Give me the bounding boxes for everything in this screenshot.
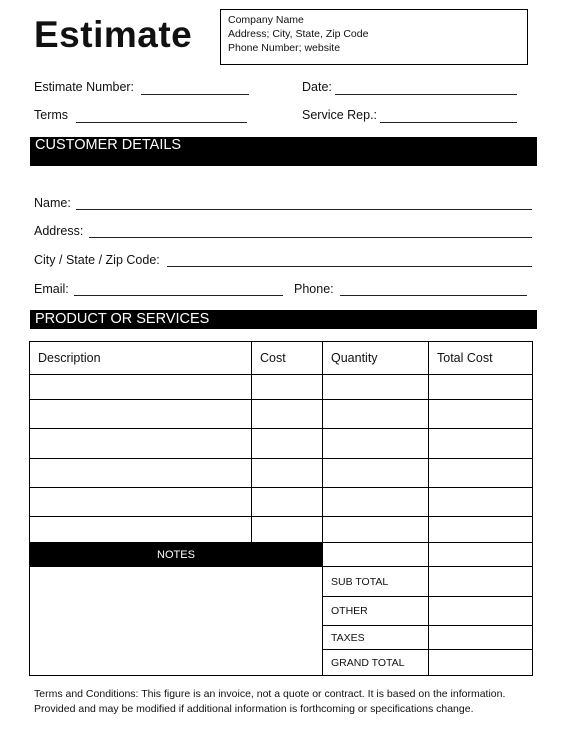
description-cell[interactable] xyxy=(30,375,252,400)
terms-and-conditions xyxy=(34,687,534,717)
document-title: Estimate xyxy=(34,14,193,55)
column-header: Description xyxy=(30,342,252,375)
quantity-cell[interactable] xyxy=(323,517,429,543)
notes-area[interactable] xyxy=(30,567,323,676)
quantity-cell[interactable] xyxy=(323,375,429,400)
summary-spacer-cell xyxy=(323,543,429,567)
customer-details-banner: CUSTOMER DETAILS xyxy=(30,137,537,166)
terms-line-1: Terms and Conditions: This figure is an invoice, not a quote or contract. It is based on the information. xyxy=(34,688,506,700)
description-cell[interactable] xyxy=(30,488,252,517)
estimate-number-field[interactable] xyxy=(141,94,249,95)
service-rep-label: Service Rep.: xyxy=(302,108,378,122)
other-value[interactable] xyxy=(429,597,533,626)
name-field[interactable] xyxy=(76,209,532,210)
grand-total-value[interactable] xyxy=(429,650,533,676)
cost-cell[interactable] xyxy=(252,400,323,429)
taxes-label: TAXES xyxy=(323,626,429,650)
table-row[interactable] xyxy=(30,400,533,429)
address-label: Address: xyxy=(34,224,84,238)
total-cost-cell[interactable] xyxy=(429,400,533,429)
grand-total-label: GRAND TOTAL xyxy=(323,650,429,676)
notes-header: NOTES xyxy=(30,543,323,567)
items-table xyxy=(29,341,533,676)
summary-spacer-value xyxy=(429,543,533,567)
service-rep-field[interactable] xyxy=(380,122,517,123)
phone-label: Phone: xyxy=(294,282,334,296)
cost-cell[interactable] xyxy=(252,429,323,459)
total-cost-cell[interactable] xyxy=(429,517,533,543)
subtotal-value[interactable] xyxy=(429,567,533,597)
products-banner: PRODUCT OR SERVICES xyxy=(30,310,537,329)
cost-cell[interactable] xyxy=(252,375,323,400)
company-address: Address; City, State, Zip Code xyxy=(228,28,369,40)
table-row[interactable] xyxy=(30,429,533,459)
city-state-zip-label: City / State / Zip Code: xyxy=(34,253,160,267)
date-field[interactable] xyxy=(335,94,517,95)
total-cost-cell[interactable] xyxy=(429,459,533,488)
table-row[interactable] xyxy=(30,375,533,400)
estimate-number-label: Estimate Number: xyxy=(34,80,135,94)
table-row[interactable] xyxy=(30,517,533,543)
description-cell[interactable] xyxy=(30,459,252,488)
cost-cell[interactable] xyxy=(252,517,323,543)
taxes-value[interactable] xyxy=(429,626,533,650)
table-header-row xyxy=(30,342,533,375)
address-field[interactable] xyxy=(89,237,532,238)
terms-line-2: Provided and may be modified if additional information is forthcoming or specifications change. xyxy=(34,703,474,715)
column-header: Cost xyxy=(252,342,323,375)
total-cost-cell[interactable] xyxy=(429,429,533,459)
company-info-box xyxy=(220,9,528,65)
subtotal-label: SUB TOTAL xyxy=(323,567,429,597)
description-cell[interactable] xyxy=(30,429,252,459)
quantity-cell[interactable] xyxy=(323,488,429,517)
cost-cell[interactable] xyxy=(252,459,323,488)
email-label: Email: xyxy=(34,282,69,296)
terms-label: Terms xyxy=(34,108,69,122)
cost-cell[interactable] xyxy=(252,488,323,517)
description-cell[interactable] xyxy=(30,400,252,429)
total-cost-cell[interactable] xyxy=(429,488,533,517)
terms-field[interactable] xyxy=(76,122,247,123)
date-label: Date: xyxy=(302,80,332,94)
description-cell[interactable] xyxy=(30,517,252,543)
column-header: Quantity xyxy=(323,342,429,375)
quantity-cell[interactable] xyxy=(323,429,429,459)
email-field[interactable] xyxy=(74,295,283,296)
total-cost-cell[interactable] xyxy=(429,375,533,400)
city-state-zip-field[interactable] xyxy=(167,266,532,267)
phone-field[interactable] xyxy=(340,295,527,296)
name-label: Name: xyxy=(34,196,71,210)
company-phone: Phone Number; website xyxy=(228,42,341,54)
table-row[interactable] xyxy=(30,488,533,517)
other-label: OTHER xyxy=(323,597,429,626)
quantity-cell[interactable] xyxy=(323,400,429,429)
company-name: Company Name xyxy=(228,14,304,26)
column-header: Total Cost xyxy=(429,342,533,375)
quantity-cell[interactable] xyxy=(323,459,429,488)
table-row[interactable] xyxy=(30,459,533,488)
